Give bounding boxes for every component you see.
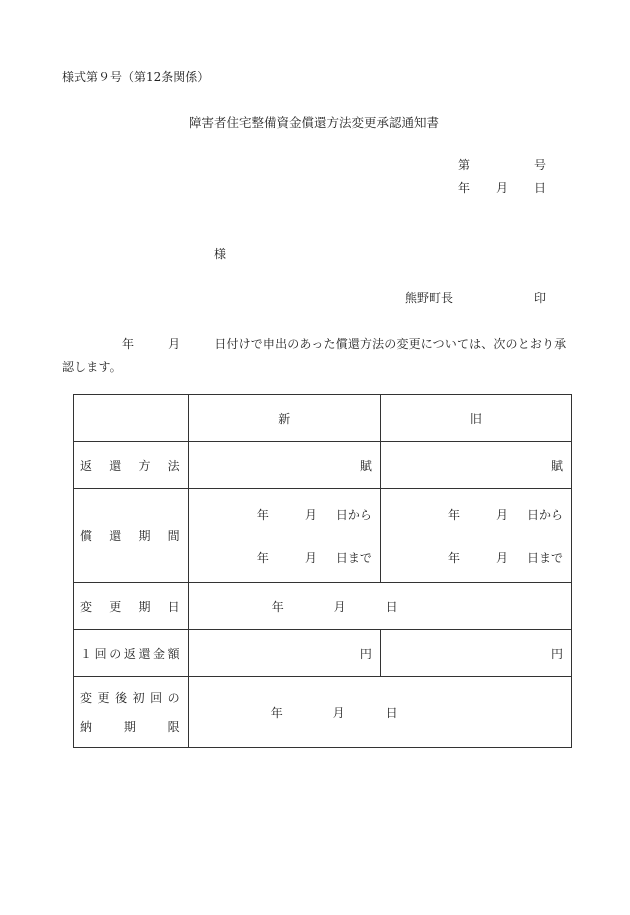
table-row-installment-amount [74, 630, 572, 677]
period-new-cell [188, 489, 380, 583]
table-row-repayment-method [74, 442, 572, 489]
period-new-until: 年 月 日まで [256, 550, 372, 565]
row-label: 償 還 期 間 [74, 489, 189, 583]
row-label: 変 更 後 初 回 の 納 期 限 [74, 677, 189, 748]
header-new: 新 [188, 395, 380, 442]
period-old-from: 年 月 日から [448, 507, 563, 522]
row-label: 変 更 期 日 [74, 583, 189, 630]
issue-date-line [458, 182, 546, 194]
addressee-honorific: 様 [214, 247, 227, 261]
body-month: 月 [168, 337, 181, 351]
change-date-cell: 年 月 日 [188, 583, 571, 630]
body-paragraph [62, 333, 574, 379]
issue-date-day: 日 [533, 181, 546, 195]
document-title: 障害者住宅整備資金償還方法変更承認通知書 [189, 115, 440, 130]
period-old-cell [380, 489, 571, 583]
period-new-from: 年 月 日から [256, 507, 372, 522]
form-number-label: 様式第９号（第12条関係） [62, 70, 210, 84]
amount-old-value: 円 [380, 630, 571, 677]
change-approval-table [73, 394, 572, 748]
table-row-repayment-period [74, 489, 572, 583]
body-text: 日付けで申出のあった償還方法の変更については、次のとおり承認します。 [62, 337, 567, 374]
period-old-until: 年 月 日まで [448, 550, 563, 565]
method-new-value: 賦 [188, 442, 380, 489]
method-old-value: 賦 [380, 442, 571, 489]
issue-date-month: 月 [495, 181, 508, 195]
seal-mark: 印 [534, 291, 547, 305]
amount-new-value: 円 [188, 630, 380, 677]
body-year: 年 [122, 337, 135, 351]
number-prefix: 第 [458, 158, 471, 172]
table-row-first-due-date [74, 677, 572, 748]
table-row-change-date [74, 583, 572, 630]
table-header-row [74, 395, 572, 442]
header-blank-cell [74, 395, 189, 442]
header-old: 旧 [380, 395, 571, 442]
first-due-date-cell: 年 月 日 [188, 677, 571, 748]
row-label: １ 回 の 返 還 金 額 [74, 630, 189, 677]
issuer-name: 熊野町長 [405, 291, 454, 305]
row-label: 返 還 方 法 [74, 442, 189, 489]
document-number-line [458, 159, 546, 171]
number-suffix: 号 [533, 158, 546, 172]
issue-date-year: 年 [458, 181, 471, 195]
